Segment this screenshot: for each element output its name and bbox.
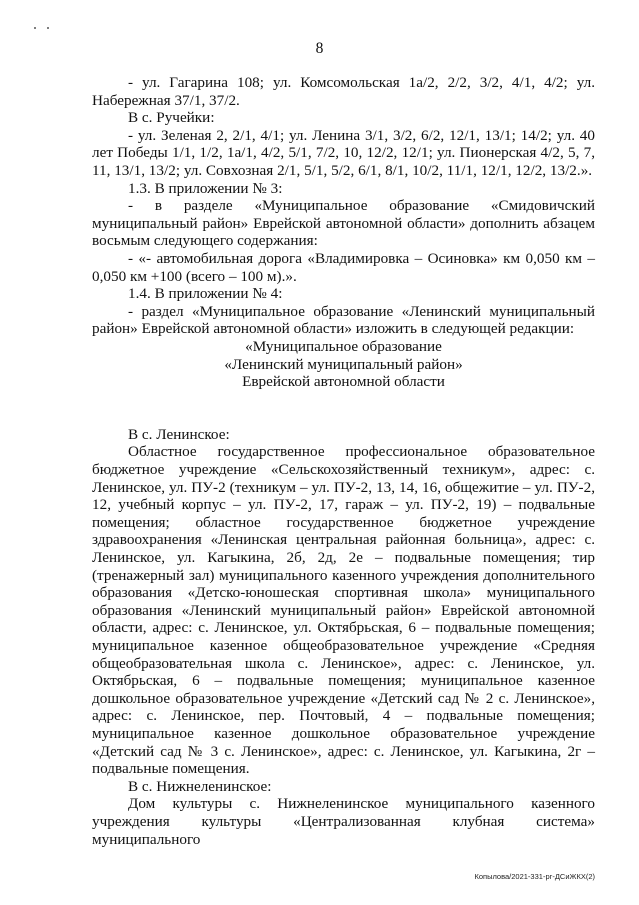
section-heading-line: «Муниципальное образование [245, 337, 442, 355]
paragraph: - «- автомобильная дорога «Владимировка – Осиновка» км 0,050 км – 0,050 км +100 (всего – 100 м).». [92, 249, 595, 285]
document-footer: Копылова/2021-331-рг-ДСиЖКХ(2) [474, 872, 595, 881]
paragraph: В с. Ручейки: [128, 109, 215, 127]
blank-line [92, 391, 595, 409]
document-body [92, 74, 595, 848]
paragraph: 1.3. В приложении № 3: [128, 179, 283, 197]
paragraph: Областное государственное профессиональное образовательное бюджетное учреждение «Сельскохозяйственный техникум», адрес: с. Ленинское, ул. ПУ-2 (техникум – ул. ПУ-2, 13, 14, 16, общежитие – ул. ПУ-2, 12, учебный корпус – ул. ПУ-2, 17, гараж – ул. ПУ-2, 19) – подвальные помещения; областное государственное бюджетное учреждение здравоохранения «Ленинская центральная районная больница», адрес: с. Ленинское, ул. Кагыкина, 2б, 2д, 2е – подвальные помещения; тир (тренажерный зал) муниципального казенного учреждения дополнительного образования «Детско-юношеская спортивная школа» муниципального образования «Ленинский муниципальный район» Еврейской автономной области, адрес: с. Ленинское, ул. Октябрьская, 6 – подвальные помещения; муниципальное казенное общеобразовательное учреждение «Средняя общеобразовательная школа с. Ленинское», адрес: с. Ленинское, ул. Октябрьская, 6 – подвальные помещения; муниципальное казенное дошкольное образовательное учреждение «Детский сад № 2 с. Ленинское», адрес: с. Ленинское, пер. Почтовый, 4 – подвальные помещения; муниципальное казенное дошкольное образовательное учреждение «Детский сад № 3 с. Ленинское», адрес: с. Ленинское, ул. Кагыкина, 2г – подвальные помещения. [92, 443, 595, 778]
paragraph: - ул. Гагарина 108; ул. Комсомольская 1а/2, 2/2, 3/2, 4/1, 4/2; ул. Набережная 37/1, 37/2. [92, 74, 595, 109]
paragraph: В с. Ленинское: [128, 425, 230, 443]
paragraph: - раздел «Муниципальное образование «Ленинский муниципальный район» Еврейской автономной области» изложить в следующей редакции: [92, 302, 595, 338]
scan-speck [47, 27, 49, 29]
paragraph: В с. Нижнеленинское: [128, 777, 272, 795]
scan-speck [34, 27, 36, 29]
paragraph: - в разделе «Муниципальное образование «Смидовичский муниципальный район» Еврейской автономной области» дополнить абзацем восьмым следующего содержания: [92, 197, 595, 250]
section-heading-line: Еврейской автономной области [242, 373, 445, 391]
paragraph: Дом культуры с. Нижнеленинское муниципального казенного учреждения культуры «Централизованная клубная система» муниципального [92, 795, 595, 848]
section-heading-line: «Ленинский муниципальный район» [224, 355, 463, 373]
blank-line [92, 408, 595, 426]
page-number: 8 [315, 40, 324, 57]
paragraph: - ул. Зеленая 2, 2/1, 4/1; ул. Ленина 3/1, 3/2, 6/2, 12/1, 13/1; 14/2; ул. 40 лет Победы 1/1, 1/2, 1а/1, 4/2, 5/1, 7/2, 10, 12/2, 12/1; ул. Пионерская 4/2, 5, 7, 11, 13/1, 13/2; ул. Совхозная 2/1, 5/1, 5/2, 6/1, 8/1, 10/2, 11/1, 12/1, 12/2, 13/2.». [92, 126, 595, 179]
paragraph: 1.4. В приложении № 4: [128, 285, 283, 303]
